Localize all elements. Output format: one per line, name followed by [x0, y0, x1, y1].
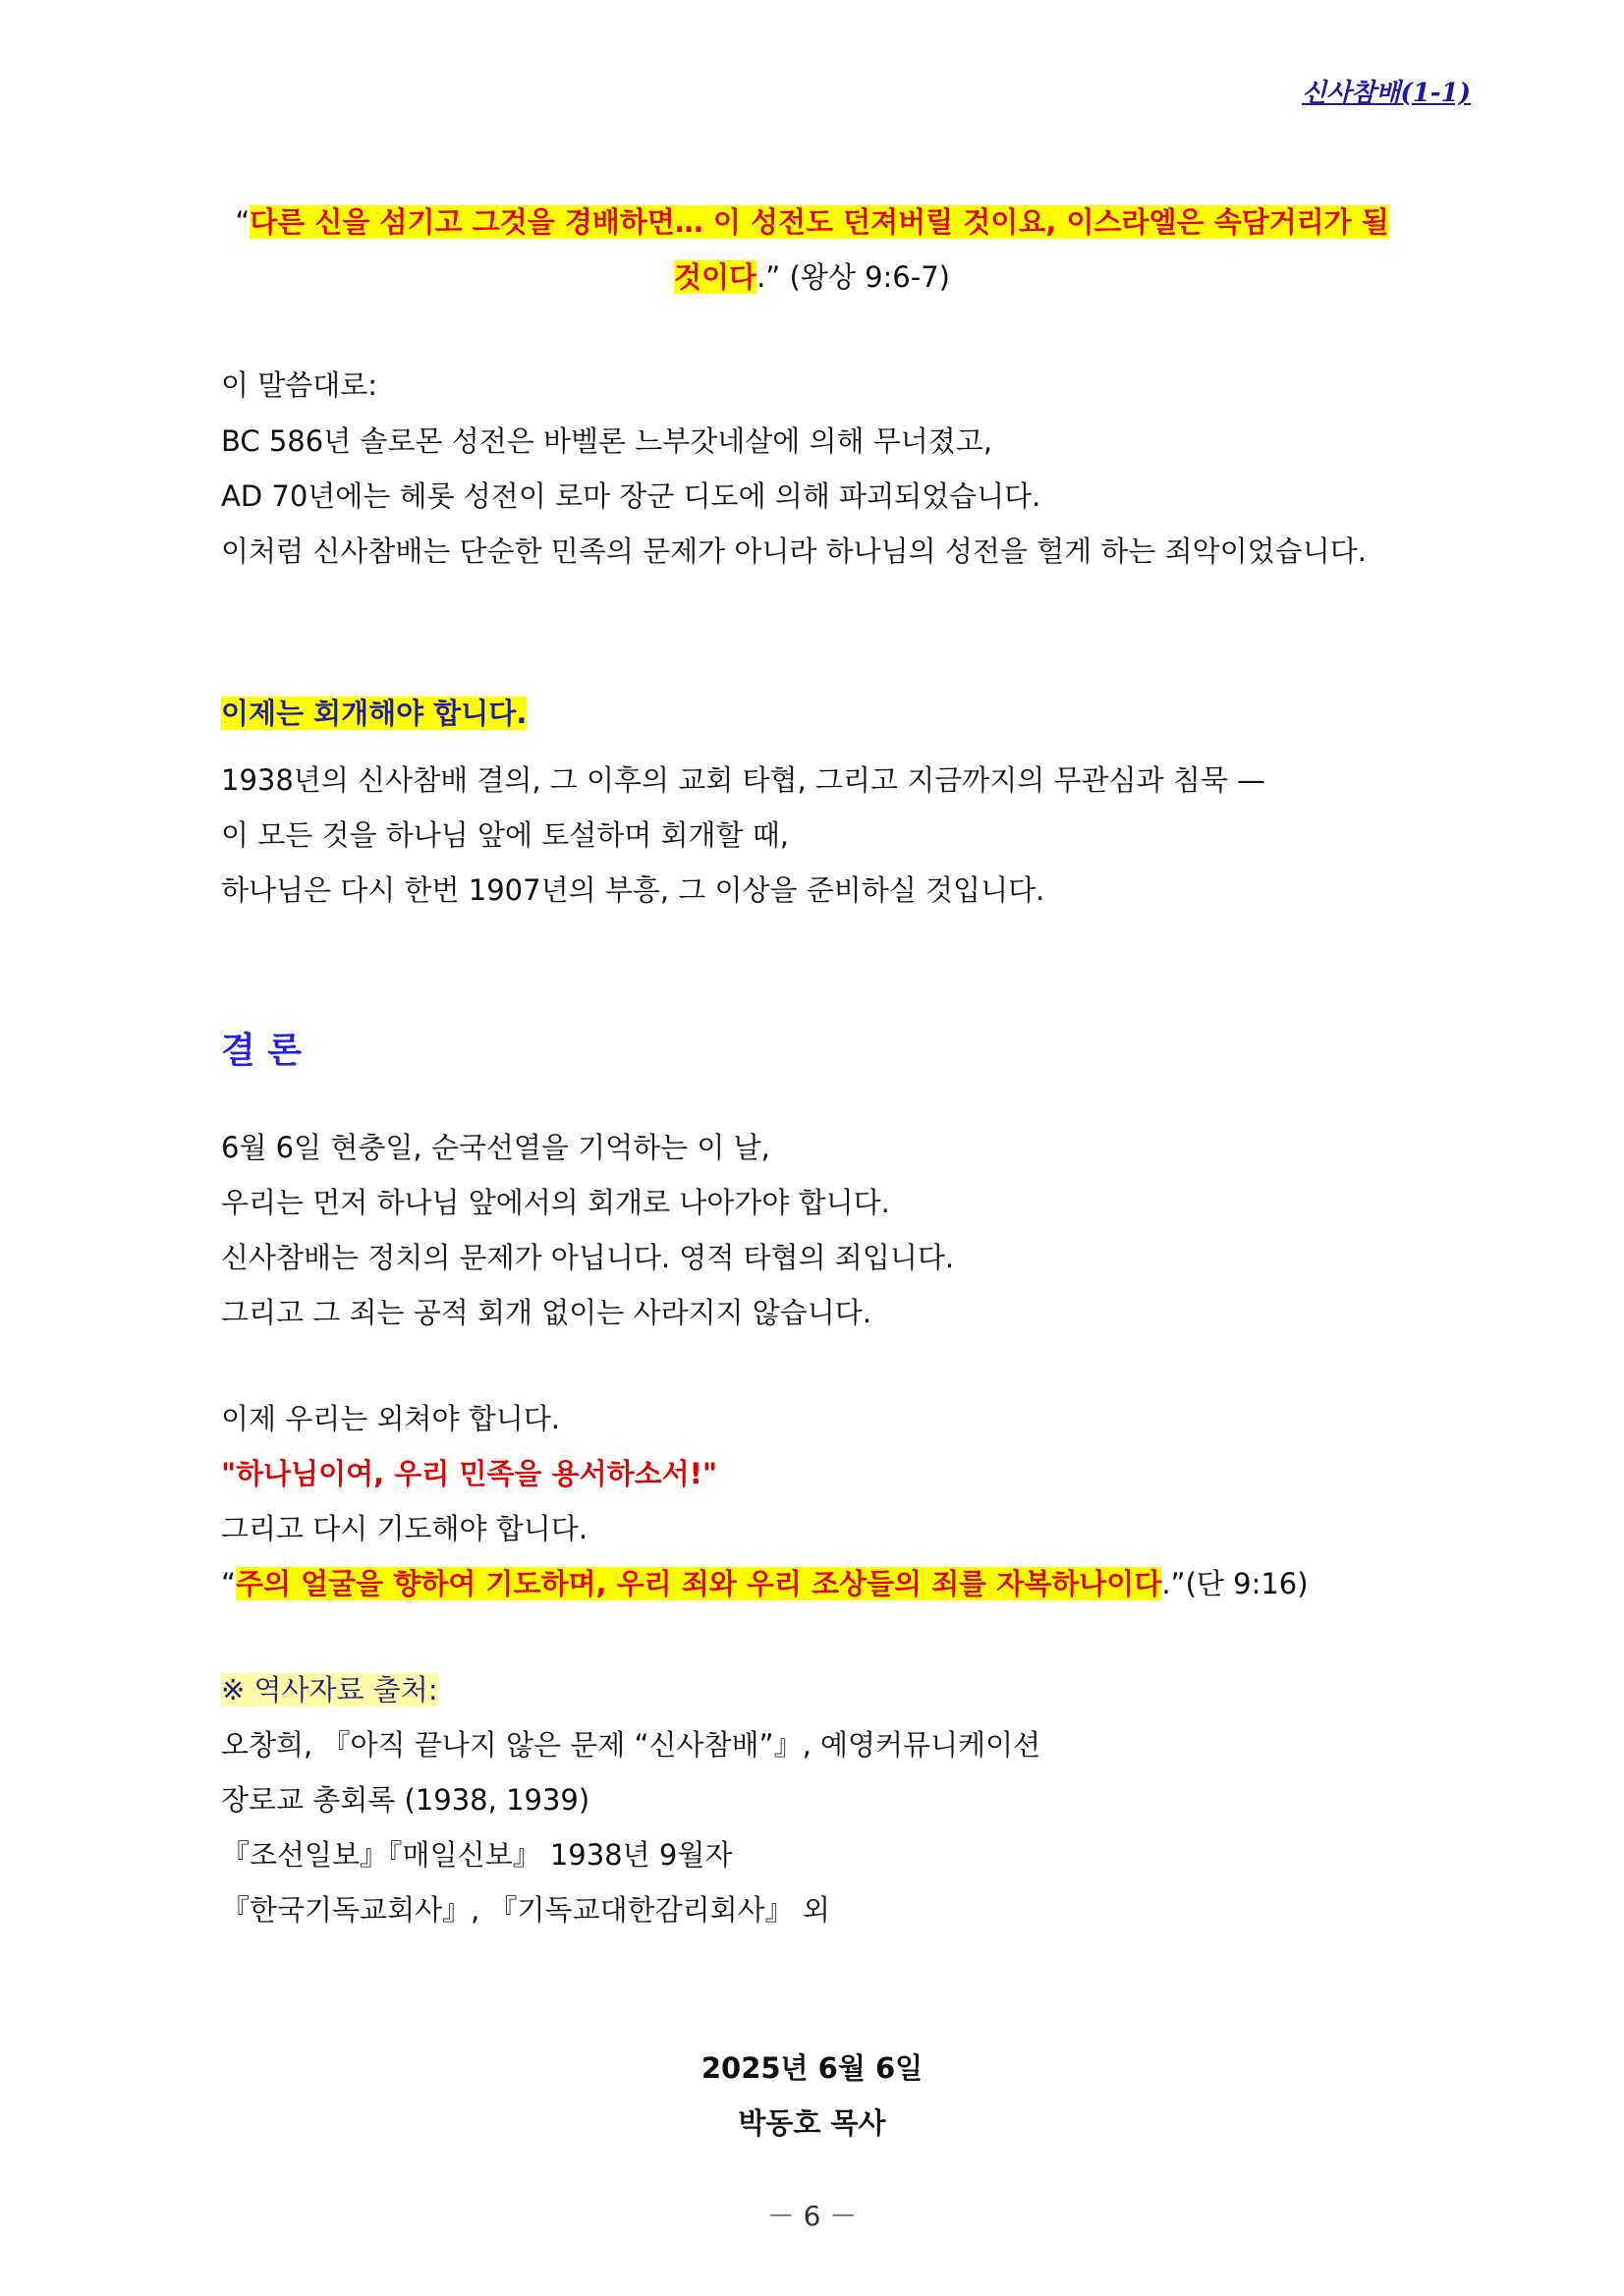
source-item: 『조선일보』『매일신보』 1938년 9월자 — [221, 1838, 733, 1872]
page-header: 신사참배(1-1) — [1301, 79, 1471, 108]
source-item: 오창희, 『아직 끝나지 않은 문제 “신사참배”』, 예영커뮤니케이션 — [221, 1728, 1041, 1762]
paragraph-line: 우리는 먼저 하나님 앞에서의 회개로 나아가야 합니다. — [221, 1186, 890, 1219]
page-number: － 6 － — [766, 2200, 858, 2232]
conclusion-heading: 결 론 — [221, 1031, 303, 1071]
paragraph-line: 그리고 그 죄는 공적 회개 없이는 사라지지 않습니다. — [221, 1296, 872, 1329]
date-line: 2025년 6월 6일 — [700, 2051, 924, 2085]
author-line: 박동호 목사 — [738, 2106, 886, 2140]
paragraph-line: 이 말씀대로: — [221, 368, 378, 402]
verse-highlight-3: 주의 얼굴을 향하여 기도하며, 우리 죄와 우리 조상들의 죄를 자복하나이다 — [236, 1567, 1162, 1600]
paragraph-line: 1938년의 신사참배 결의, 그 이후의 교회 타협, 그리고 지금까지의 무관심과 침묵 — — [221, 763, 1266, 797]
verse-reference: .”(단 9:16) — [1161, 1567, 1309, 1600]
paragraph-line: 6월 6일 현충일, 순국선열을 기억하는 이 날, — [221, 1131, 770, 1164]
verse-highlight-2: 것이다 — [674, 260, 757, 294]
verse-reference: .” (왕상 9:6-7) — [756, 260, 950, 294]
paragraph-line: 그리고 다시 기도해야 합니다. — [221, 1512, 588, 1545]
paragraph-line: 이 모든 것을 하나님 앞에 토설하며 회개할 때, — [221, 818, 789, 852]
source-item: 장로교 총회록 (1938, 1939) — [221, 1783, 590, 1817]
repent-heading-text: 이제는 회개해야 합니다. — [221, 697, 528, 730]
repent-heading — [221, 694, 527, 733]
verse-highlight-1: 다른 신을 섬기고 그것을 경배하면… 이 성전도 던져버릴 것이요, 이스라엘은 속담거리가 될 — [250, 205, 1389, 239]
sources-heading — [221, 1670, 438, 1709]
paragraph-line: AD 70년에는 헤롯 성전이 로마 장군 디도에 의해 파괴되었습니다. — [221, 479, 1041, 513]
paragraph-line: 하나님은 다시 한번 1907년의 부흥, 그 이상을 준비하실 것입니다. — [221, 873, 1045, 907]
paragraph-line: 이제 우리는 외쳐야 합니다. — [221, 1402, 561, 1435]
verse-line-2 — [0, 257, 1624, 297]
verse-line-1 — [0, 202, 1624, 242]
paragraph-line: 이처럼 신사참배는 단순한 민족의 문제가 아니라 하나님의 성전을 헐게 하는 죄악이었습니다. — [221, 534, 1367, 568]
open-quote: “ — [235, 205, 251, 239]
sources-heading-text: ※ 역사자료 출처: — [221, 1673, 438, 1707]
paragraph-line: BC 586년 솔로몬 성전은 바벨론 느부갓네살에 의해 무너졌고, — [221, 424, 993, 458]
open-quote: “ — [221, 1567, 237, 1600]
verse-line-3 — [221, 1564, 1309, 1603]
paragraph-line: 신사참배는 정치의 문제가 아닙니다. 영적 타협의 죄입니다. — [221, 1241, 955, 1274]
source-item: 『한국기독교회사』, 『기독교대한감리회사』 외 — [221, 1893, 830, 1927]
prayer-cry: "하나님이여, 우리 민족을 용서하소서!" — [221, 1457, 717, 1490]
